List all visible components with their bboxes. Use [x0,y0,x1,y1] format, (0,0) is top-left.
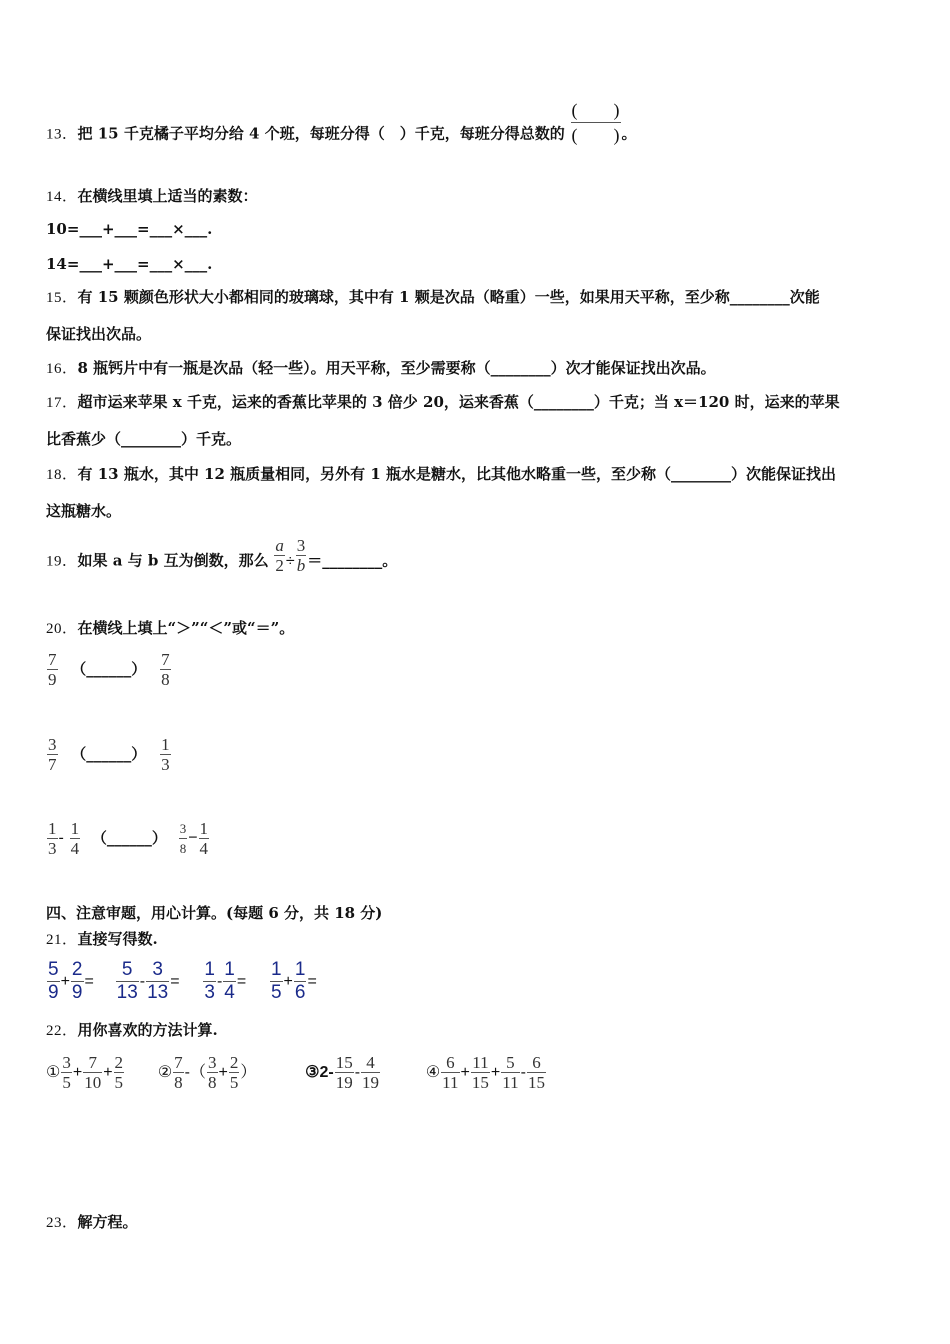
q20-r3-fraction-d: $\frac{1}{4}$ [199,819,209,858]
q19-fraction-b: $\frac{3}{b}$ [296,536,306,575]
q15-line-1: 15．有 15 颗颜色形状大小都相同的玻璃球，其中有 1 颗是次品（略重）一些，如果用天平称，至少称________次能 [46,288,820,306]
q16: 16．8 瓶钙片中有一瓶是次品（轻一些）。用天平称，至少需要称（________）次才能保证找出次品。 [46,359,716,377]
q13-number: 13． [46,126,78,143]
q21-title: 21．直接写得数. [46,930,158,948]
q21-item-3: $\frac{1}{3}$ - $\frac{1}{4}$ = [204,959,247,1003]
q18-line-1: 18．有 13 瓶水，其中 12 瓶质量相同，另外有 1 瓶水是糖水，比其他水略重一些，至少称（________）次能保证找出 [46,465,837,483]
q20-row-1 [46,650,172,689]
q22-expression-4: ④ $\frac{6}{11}$ + $\frac{11}{15}$ + $\frac{5}{11}$ - $\frac{6}{15}$ [425,1053,545,1092]
q19: 19．如果 a 与 b 互为倒数，那么 $\frac{a}{2}$ ÷ $\frac{3}{b}$ ＝________。 [46,536,398,575]
q20-row-3: $\frac{1}{3}$ - $\frac{1}{4}$ （______） $\frac{3}{8}$ − $\frac{1}{4}$ [48,819,209,858]
q21-item-4: $\frac{1}{5}$ + $\frac{1}{6}$ = [270,959,317,1003]
q21-items [46,959,317,1004]
q15-line-2: 保证找出次品。 [46,325,152,343]
q20-r1-blank[interactable]: （______） [71,659,147,678]
q20-title: 20．在横线上填上“＞”“＜”或“＝”。 [46,619,295,637]
q14-line-2: 14=___+___=___×___. [46,255,213,273]
q20-r3-fraction-b: $\frac{1}{4}$ [70,819,80,858]
q20-r3-blank[interactable]: （______） [91,828,167,847]
q20-r2-right-fraction: $\frac{1}{3}$ [161,735,170,774]
q13-blank-fraction: $\frac{( )}{( )}$ [571,100,620,145]
q22-expression-2: ② $\frac{7}{8}$ -（ $\frac{3}{8}$ + $\frac{2}{5}$ ） [157,1053,257,1092]
q14-title: 14．在横线里填上适当的素数： [46,187,258,205]
q17-line-1: 17．超市运来苹果 x 千克，运来的香蕉比苹果的 3 倍少 20，运来香蕉（________）千克；当 x＝120 时，运来的苹果 [46,393,840,411]
q20-r1-right-fraction: $\frac{7}{8}$ [161,650,170,689]
q20-r3-fraction-a: $\frac{1}{3}$ [48,819,57,858]
q23: 23．解方程。 [46,1213,138,1231]
q20-row-2 [46,735,172,774]
q17-line-2: 比香蕉少（________）千克。 [46,430,242,448]
q22-expression-3: ③2- $\frac{15}{19}$ - $\frac{4}{19}$ [305,1053,380,1092]
q22-expressions [46,1053,547,1092]
q18-line-2: 这瓶糖水。 [46,502,122,520]
q20-r2-blank[interactable]: （______） [71,744,147,763]
q20-r2-left-fraction: $\frac{3}{7}$ [48,735,57,774]
q22-title: 22．用你喜欢的方法计算. [46,1021,218,1039]
q21-item-1: $\frac{5}{9}$ + $\frac{2}{9}$ = [48,959,94,1003]
q13-text: 把 15 千克橘子平均分给 4 个班，每班分得（ ）千克，每班分得总数的 [77,124,565,143]
q20-r1-left-fraction: $\frac{7}{9}$ [48,650,57,689]
q20-r3-fraction-c: $\frac{3}{8}$ [179,821,187,856]
q22-expression-1: ① $\frac{3}{5}$ + $\frac{7}{10}$ + $\frac{2}{5}$ [46,1053,124,1092]
q13: 13．把 15 千克橘子平均分给 4 个班，每班分得（ ）千克，每班分得总数的 $\frac{( )}{( )}$ 。 [46,100,637,145]
section-4-title: 四、注意审题，用心计算。(每题 6 分，共 18 分) [46,904,383,922]
q21-item-2: $\frac{5}{13}$ - $\frac{3}{13}$ = [116,959,180,1003]
q14-line-1: 10=___+___=___×___. [46,220,213,238]
q19-fraction-a: $\frac{a}{2}$ [275,536,284,575]
